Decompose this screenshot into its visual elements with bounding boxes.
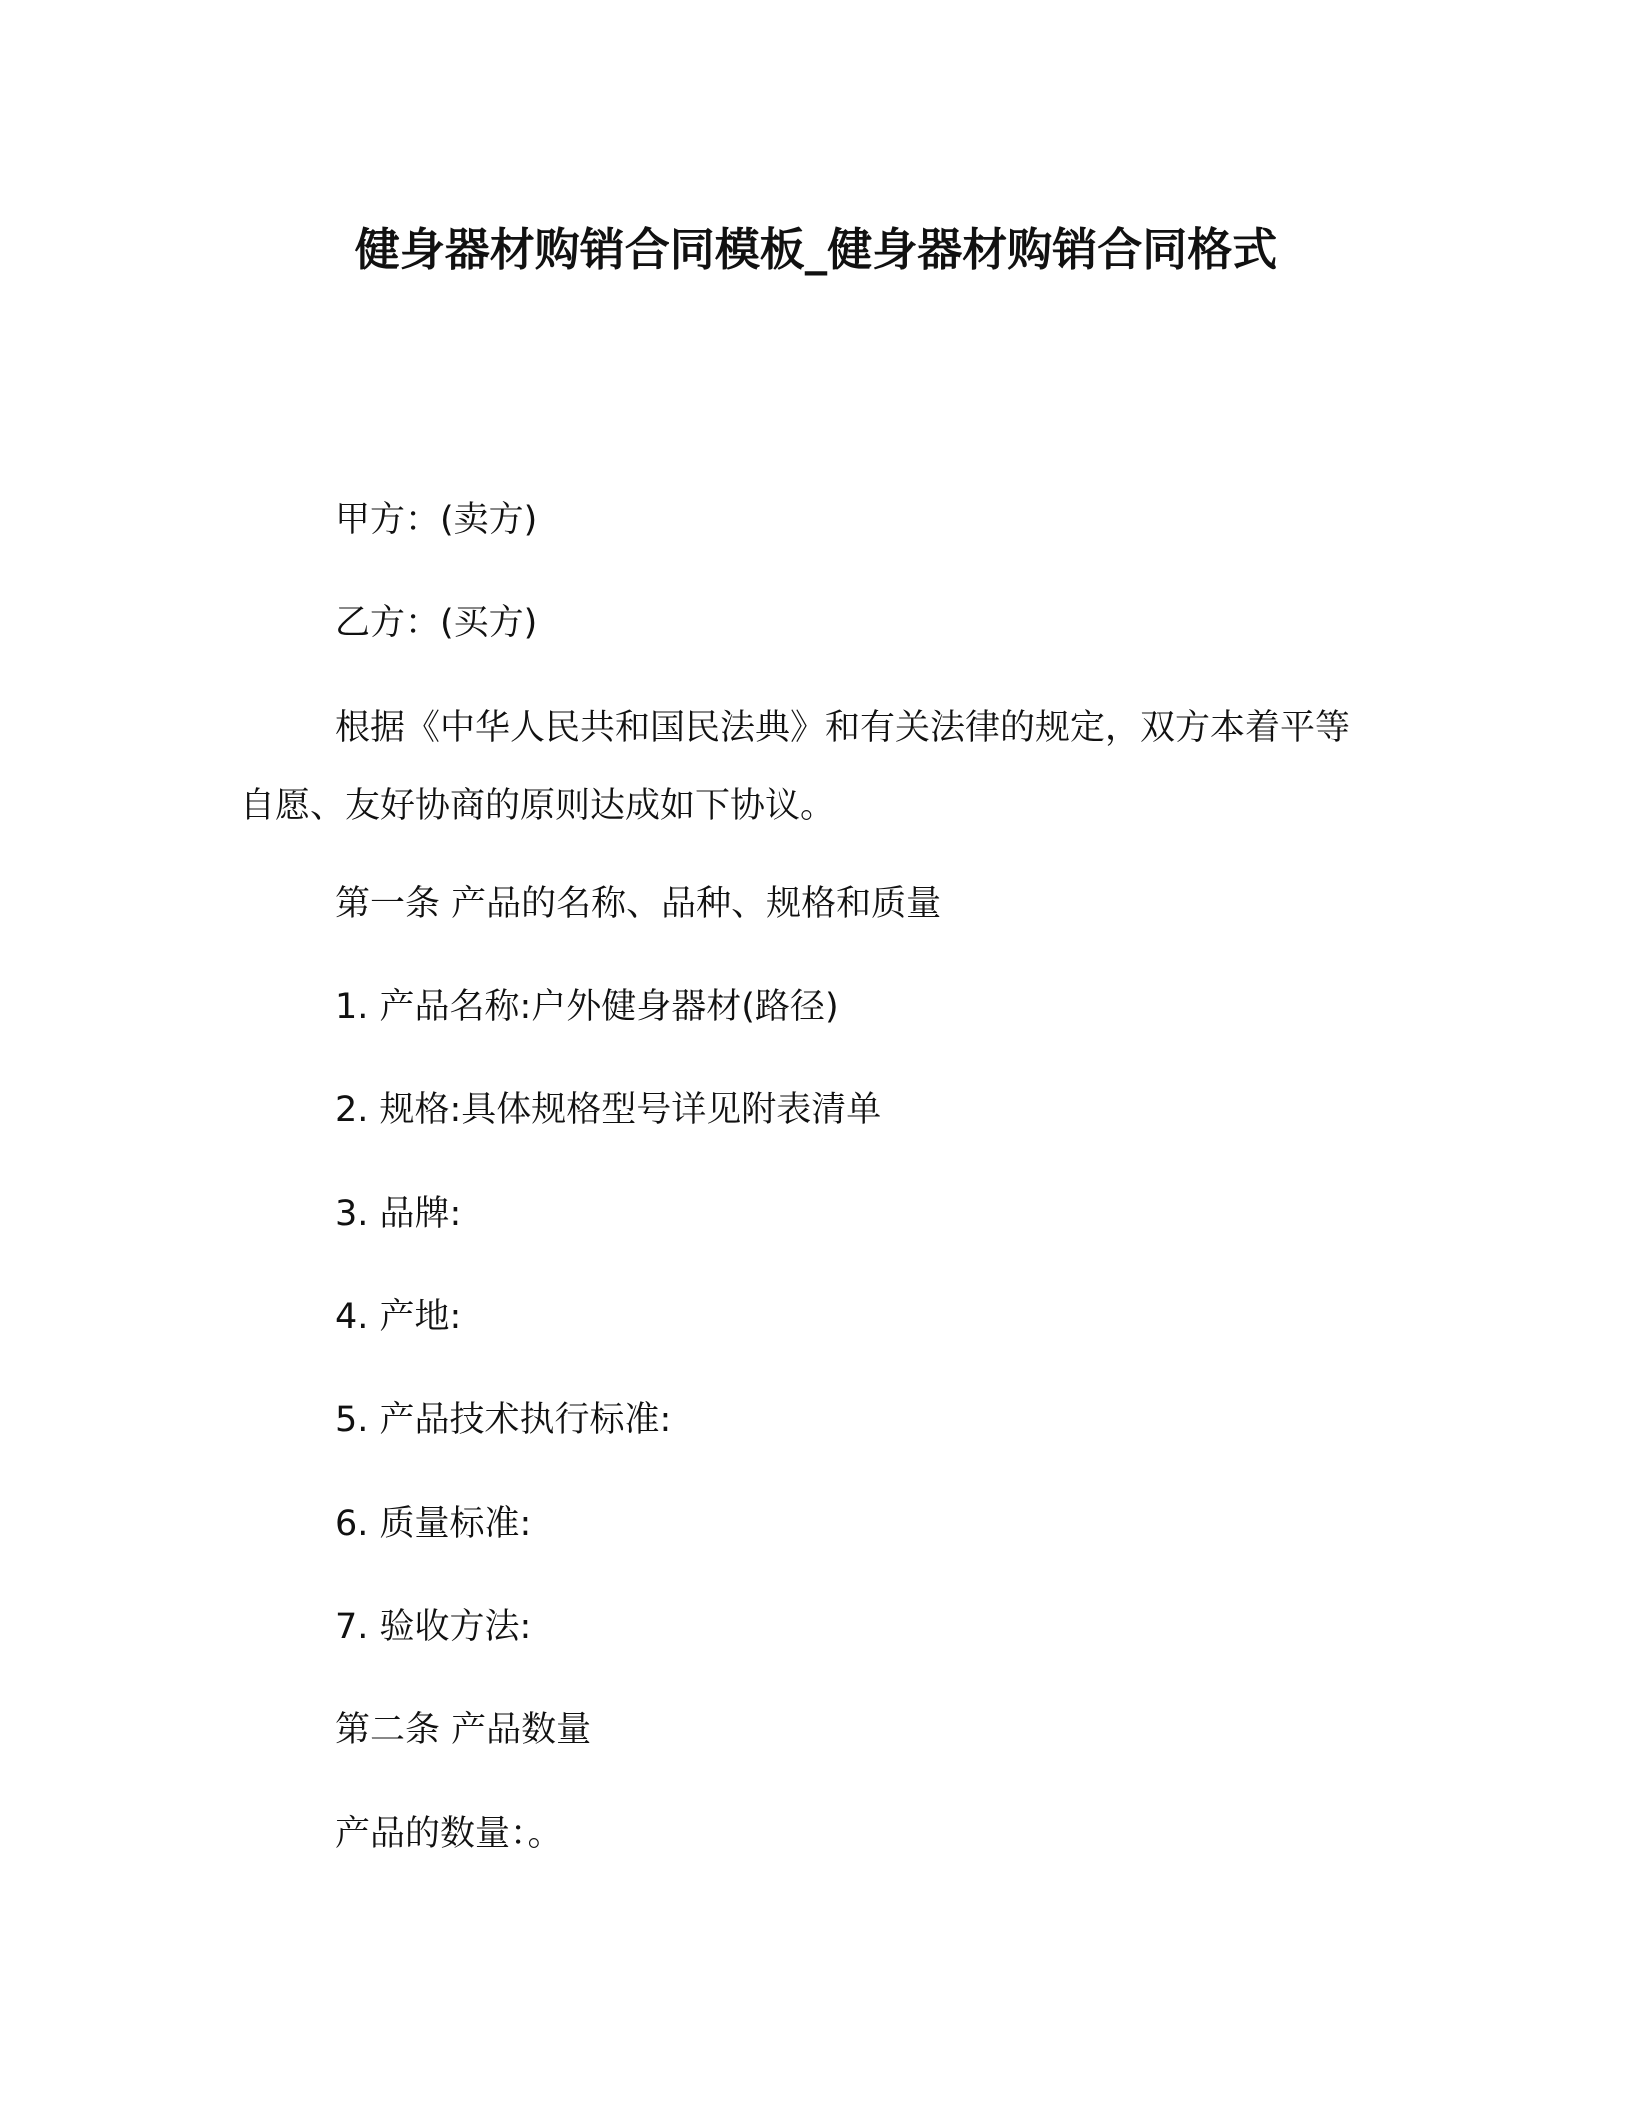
party-b-line: 乙方：(买方) xyxy=(335,603,538,643)
document-title: 健身器材购销合同模板_健身器材购销合同格式 xyxy=(354,223,1278,276)
intro-paragraph: 根据《中华人民共和国民法典》和有关法律的规定，双方本着平等自愿、友好协商的原则达成如下协议。 xyxy=(240,708,1351,826)
article-1-item: 2. 规格:具体规格型号详见附表清单 xyxy=(335,1090,882,1130)
article-2-quantity: 产品的数量：。 xyxy=(335,1814,563,1854)
article-1-item: 3. 品牌: xyxy=(335,1194,462,1234)
article-1-heading: 第一条 产品的名称、品种、规格和质量 xyxy=(335,884,942,924)
article-1-item: 5. 产品技术执行标准: xyxy=(335,1400,672,1440)
article-1-item: 6. 质量标准: xyxy=(335,1504,532,1544)
article-2-heading: 第二条 产品数量 xyxy=(335,1710,592,1750)
article-1-item: 1. 产品名称:户外健身器材(路径) xyxy=(335,987,839,1027)
article-1-item: 7. 验收方法: xyxy=(335,1607,532,1647)
party-a-line: 甲方：(卖方) xyxy=(335,500,538,540)
article-1-item: 4. 产地: xyxy=(335,1297,462,1337)
